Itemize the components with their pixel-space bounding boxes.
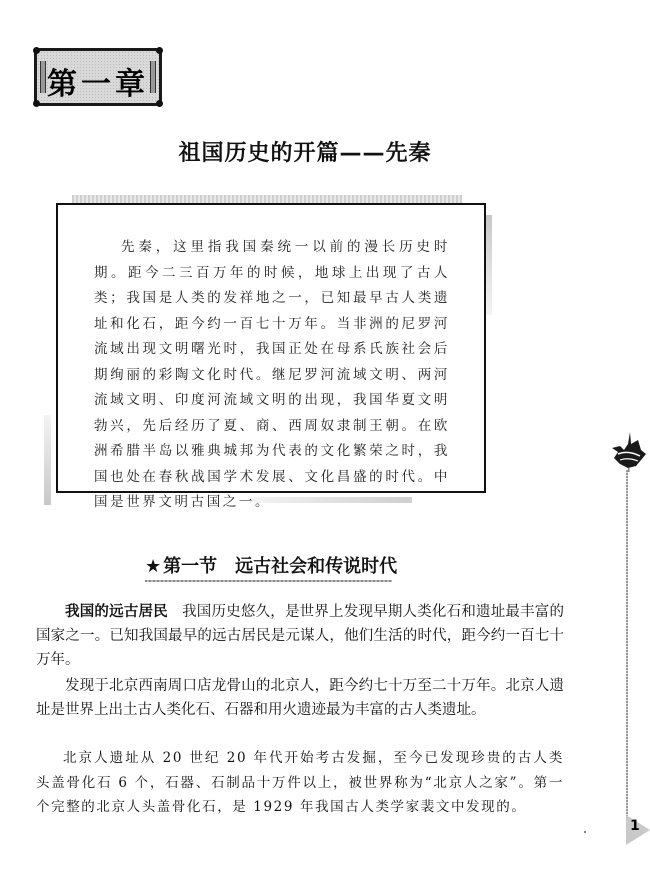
paragraph-text: 北京人遗址从 20 世纪 20 年代开始考古发掘，至今已发现珍贵的古人类头盖骨化石 6 个，石器、石制品十万件以上，被世界称为“北京人之家”。第一个完整的北京人头盖骨化石，是 1929 年我国古人类学家裴文中发现的。: [36, 750, 564, 815]
box-shadow-decoration: [486, 215, 492, 315]
chapter-label: 第一章: [47, 67, 149, 102]
page-number: 1: [630, 818, 640, 834]
paragraph-text: 发现于北京西南周口店龙骨山的北京人，距今约七十万至二十万年。北京人遗址是世界上出土古人类化石、石器和用火遗迹最为丰富的古人类遗址。: [36, 678, 564, 718]
section-number: 第一节: [163, 556, 218, 577]
box-shadow-decoration: [72, 195, 462, 203]
chapter-badge: [34, 48, 162, 106]
chapter-intro-text: 先秦，这里指我国秦统一以前的漫长历史时期。距今二三百万年的时候，地球上出现了古人类；我国是人类的发祥地之一，已知最早古人类遗址和化石，距今约一百七十万年。当非洲的尼罗河流域出现文明曙光时，我国正处在母系氏族社会后期绚丽的彩陶文化时代。继尼罗河流域文明、两河流域文明、印度河流域文明的出现，我国华夏文明勃兴，先后经历了夏、商、西周奴隶制王朝。在欧洲希腊半岛以雅典城邦为代表的文化繁荣之时，我国也处在春秋战国学术发展、文化昌盛的时代。中国是世界文明古国之一。: [94, 239, 450, 510]
badge-corner-ornament: [33, 47, 40, 54]
badge-corner-ornament: [156, 47, 163, 54]
pagoda-ornament-icon: [608, 430, 648, 472]
box-shadow-decoration: [44, 415, 51, 505]
paragraph-lead-heading: 我国的远古居民: [65, 604, 168, 620]
body-paragraph-3: [36, 746, 564, 820]
chapter-intro-box: [56, 203, 486, 510]
section-title: 远古社会和传说时代: [235, 556, 398, 577]
scan-speck: [584, 831, 586, 833]
star-icon: ★: [145, 556, 162, 577]
body-paragraph-2: [36, 674, 564, 722]
chapter-title: 祖国历史的开篇——先秦: [178, 141, 432, 166]
paragraph-text: 我国历史悠久，是世界上发现早期人类化石和遗址最丰富的国家之一。已知我国最早的远古居民是元谋人，他们生活的时代，距今约一百七十万年。: [36, 604, 565, 668]
section-heading: [145, 552, 397, 578]
body-paragraph-1: [36, 600, 564, 672]
section-underline: [145, 580, 392, 582]
margin-dotted-line: [626, 470, 628, 830]
